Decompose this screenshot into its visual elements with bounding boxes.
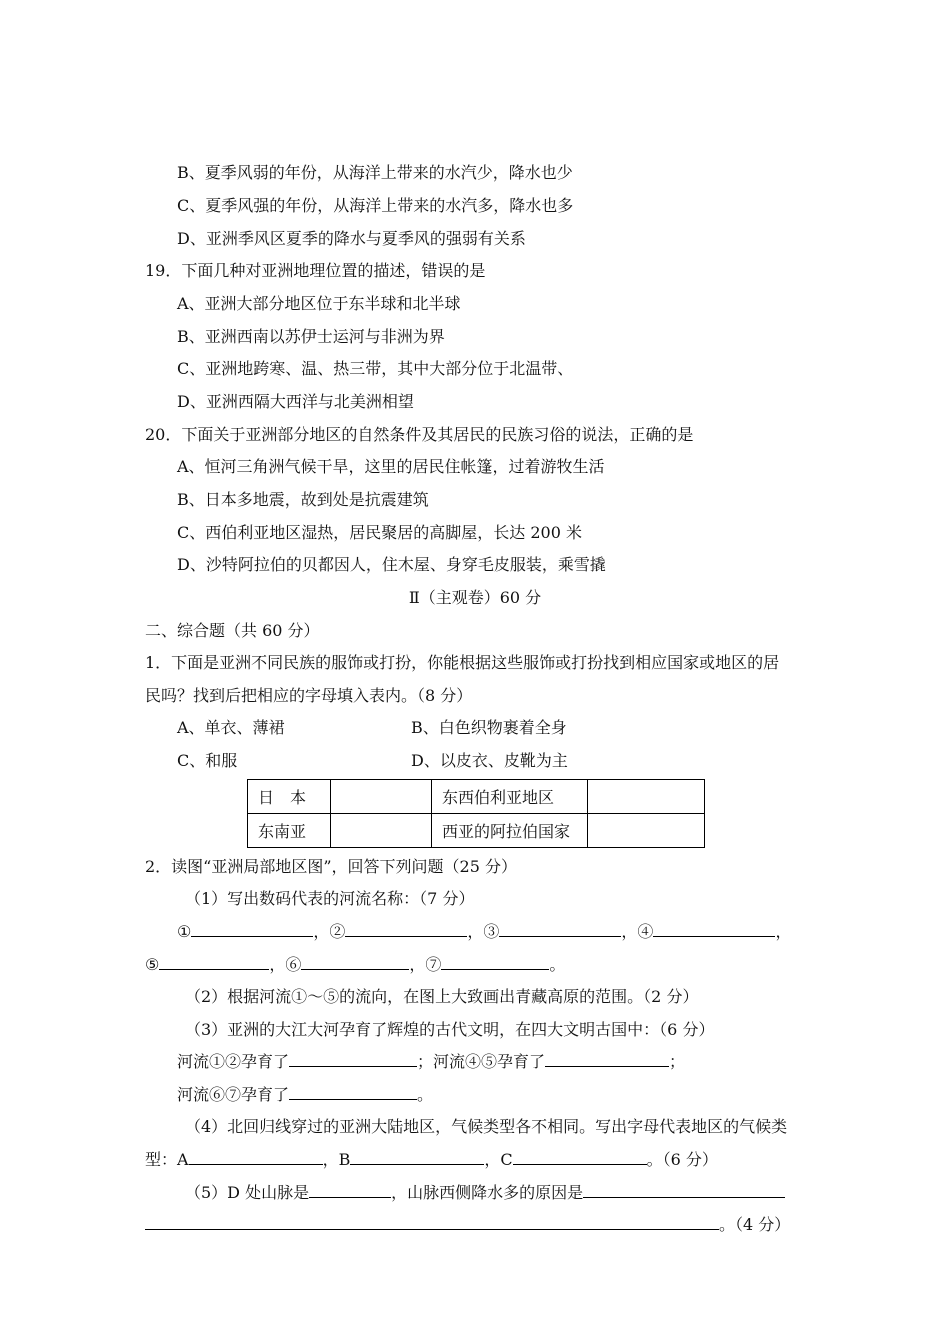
- climate-line: [145, 1149, 718, 1171]
- table-cell-east-siberia: 东西伯利亚地区: [432, 780, 588, 814]
- climate-score: 。（6 分）: [646, 1150, 718, 1169]
- answer-cell-southeast-asia[interactable]: [331, 814, 432, 848]
- q18-option-d: D、亚洲季风区夏季的降水与夏季风的强弱有关系: [177, 229, 526, 248]
- civilization-line-2: [177, 1084, 433, 1106]
- civ-12-blank[interactable]: [289, 1051, 417, 1067]
- civilization-line-1: [177, 1051, 685, 1073]
- civ-45-blank[interactable]: [545, 1051, 669, 1067]
- river-num-4: ④: [637, 922, 654, 941]
- q18-option-c: C、夏季风强的年份，从海洋上带来的水汽多，降水也多: [177, 196, 574, 215]
- q1-option-b: B、白色织物裹着全身: [411, 718, 567, 737]
- sub5-score: 。（4 分）: [719, 1215, 791, 1234]
- river-7-blank[interactable]: [441, 954, 549, 970]
- civ-label-67: 河流⑥⑦孕育了: [177, 1085, 290, 1104]
- river-num-7: ⑦: [425, 955, 442, 974]
- separator: ，: [775, 922, 792, 941]
- separator: 。: [549, 955, 566, 974]
- river-3-blank[interactable]: [499, 921, 621, 937]
- q19-option-d: D、亚洲西隔大西洋与北美洲相望: [177, 392, 414, 411]
- civ-label-45: ；河流④⑤孕育了: [417, 1052, 546, 1071]
- q20-stem: 20．下面关于亚洲部分地区的自然条件及其居民的民族习俗的说法，正确的是: [145, 425, 694, 444]
- q19-option-b: B、亚洲西南以苏伊士运河与非洲为界: [177, 327, 445, 346]
- q2-sub5-line2: [145, 1214, 790, 1236]
- rivers-line-1: [177, 921, 791, 943]
- separator: ，: [409, 955, 426, 974]
- river-num-2: ②: [329, 922, 346, 941]
- q2-sub1: （1）写出数码代表的河流名称：（7 分）: [185, 889, 475, 908]
- separator: ，: [313, 922, 330, 941]
- table-row: [248, 814, 705, 848]
- q19-stem: 19．下面几种对亚洲地理位置的描述，错误的是: [145, 261, 486, 280]
- separator: ，: [621, 922, 638, 941]
- rivers-line-2: [145, 954, 565, 976]
- river-4-blank[interactable]: [653, 921, 775, 937]
- section-title: 二、综合题（共 60 分）: [145, 621, 320, 640]
- q20-option-b: B、日本多地震，故到处是抗震建筑: [177, 490, 429, 509]
- rain-reason-blank[interactable]: [583, 1182, 785, 1198]
- climate-b-blank[interactable]: [350, 1149, 484, 1165]
- q19-option-a: A、亚洲大部分地区位于东半球和北半球: [177, 294, 461, 313]
- river-5-blank[interactable]: [159, 954, 269, 970]
- river-num-3: ③: [483, 922, 500, 941]
- q2-sub5-line1: [185, 1182, 785, 1204]
- separator: ，: [467, 922, 484, 941]
- separator: ；: [669, 1052, 686, 1071]
- climate-label-b: ，B: [322, 1150, 351, 1169]
- civ-67-blank[interactable]: [289, 1084, 417, 1100]
- climate-label-a: 型：A: [145, 1150, 189, 1169]
- climate-a-blank[interactable]: [189, 1149, 323, 1165]
- river-num-1: ①: [177, 922, 192, 941]
- q2-stem: 2．读图“亚洲局部地区图”，回答下列问题（25 分）: [145, 857, 517, 876]
- q2-sub2: （2）根据河流①～⑤的流向，在图上大致画出青藏高原的范围。（2 分）: [185, 987, 699, 1006]
- q20-option-c: C、西伯利亚地区湿热，居民聚居的高脚屋，长达 200 米: [177, 523, 582, 542]
- q1-stem-line1: 1．下面是亚洲不同民族的服饰或打扮，你能根据这些服饰或打扮找到相应国家或地区的居: [145, 653, 780, 672]
- q20-option-d: D、沙特阿拉伯的贝都因人，住木屋、身穿毛皮服装，乘雪撬: [177, 555, 606, 574]
- q2-sub3: （3）亚洲的大江大河孕育了辉煌的古代文明，在四大文明古国中：（6 分）: [185, 1020, 715, 1039]
- river-1-blank[interactable]: [191, 921, 313, 937]
- q2-sub4-line1: （4）北回归线穿过的亚洲大陆地区，气候类型各不相同。写出字母代表地区的气候类: [185, 1117, 788, 1136]
- answer-table: [247, 779, 705, 848]
- river-6-blank[interactable]: [301, 954, 409, 970]
- climate-c-blank[interactable]: [513, 1149, 647, 1165]
- rain-reason-label: ，山脉西侧降水多的原因是: [391, 1183, 584, 1202]
- rain-reason-blank-cont[interactable]: [145, 1214, 719, 1230]
- mountain-blank[interactable]: [309, 1182, 391, 1198]
- q20-option-a: A、恒河三角洲气候干旱，这里的居民住帐篷，过着游牧生活: [177, 457, 605, 476]
- river-2-blank[interactable]: [345, 921, 467, 937]
- q1-stem-line2: 民吗？找到后把相应的字母填入表内。（8 分）: [145, 686, 473, 705]
- q18-option-b: B、夏季风弱的年份，从海洋上带来的水汽少，降水也少: [177, 163, 573, 182]
- q1-option-a: A、单衣、薄裙: [177, 718, 285, 737]
- q1-option-c: C、和服: [177, 751, 238, 770]
- answer-cell-east-siberia[interactable]: [588, 780, 705, 814]
- table-row: [248, 780, 705, 814]
- civ-label-12: 河流①②孕育了: [177, 1052, 290, 1071]
- answer-cell-arab-countries[interactable]: [588, 814, 705, 848]
- part2-title: Ⅱ（主观卷）60 分: [408, 588, 542, 607]
- table-cell-japan: 日 本: [248, 780, 331, 814]
- answer-cell-japan[interactable]: [331, 780, 432, 814]
- table-cell-southeast-asia: 东南亚: [248, 814, 331, 848]
- separator: ，: [269, 955, 286, 974]
- climate-label-c: ，C: [484, 1150, 513, 1169]
- table-cell-arab-countries: 西亚的阿拉伯国家: [432, 814, 588, 848]
- mountain-label: （5）D 处山脉是: [185, 1183, 310, 1202]
- q19-option-c: C、亚洲地跨寒、温、热三带，其中大部分位于北温带、: [177, 359, 574, 378]
- river-num-5: ⑤: [145, 955, 160, 974]
- q1-option-d: D、以皮衣、皮靴为主: [411, 751, 568, 770]
- separator: 。: [417, 1085, 434, 1104]
- river-num-6: ⑥: [285, 955, 302, 974]
